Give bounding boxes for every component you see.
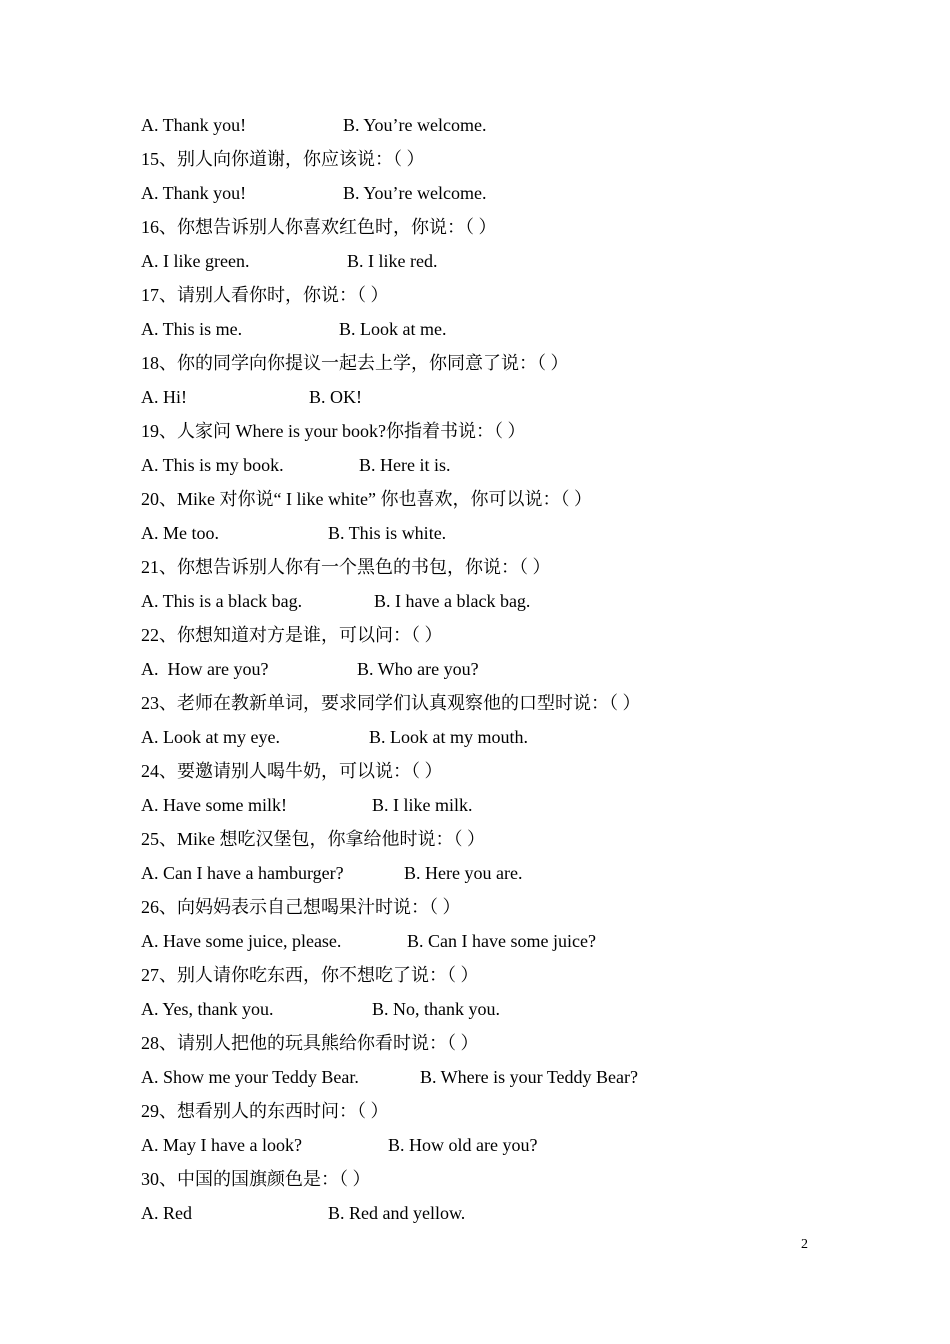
question-line: 21、你想告诉别人你有一个黑色的书包，你说：（ ）: [141, 557, 551, 577]
question-list: [141, 108, 841, 1230]
question-line: 17、请别人看你时，你说：（ ）: [141, 285, 389, 305]
option-line: [141, 788, 841, 822]
option-a: A. Thank you!: [141, 183, 247, 203]
question-line: 29、想看别人的东西时问：（ ）: [141, 1101, 389, 1121]
question-line: 28、请别人把他的玩具熊给你看时说：（ ）: [141, 1033, 479, 1053]
question-line: 16、你想告诉别人你喜欢红色时，你说：（ ）: [141, 217, 497, 237]
question-line: 24、要邀请别人喝牛奶，可以说：（ ）: [141, 761, 443, 781]
option-b: B. Here you are.: [404, 863, 523, 883]
option-a: A. This is me.: [141, 319, 243, 339]
option-b: B. No, thank you.: [372, 999, 500, 1019]
option-line: [141, 1196, 841, 1230]
option-a: A. I like green.: [141, 251, 250, 271]
option-line: [141, 108, 841, 142]
option-line: [141, 176, 841, 210]
option-line: [141, 448, 841, 482]
option-b: B. Look at my mouth.: [369, 727, 528, 747]
option-b: B. You’re welcome.: [343, 183, 487, 203]
question-line: 25、Mike 想吃汉堡包，你拿给他时说：（ ）: [141, 829, 485, 849]
option-line: [141, 312, 841, 346]
option-a: A. This is a black bag.: [141, 591, 303, 611]
question-line: 27、别人请你吃东西，你不想吃了说：（ ）: [141, 965, 479, 985]
option-b: B. I have a black bag.: [374, 591, 531, 611]
question-line: 19、人家问 Where is your book?你指着书说：（ ）: [141, 421, 526, 441]
question-line: 22、你想知道对方是谁，可以问：（ ）: [141, 625, 443, 645]
option-a: A. Yes, thank you.: [141, 999, 274, 1019]
option-b: B. Here it is.: [359, 455, 451, 475]
option-b: B. This is white.: [328, 523, 447, 543]
option-a: A. Have some milk!: [141, 795, 287, 815]
question-line: 20、Mike 对你说“ I like white” 你也喜欢，你可以说：（ ）: [141, 489, 592, 509]
question-line: 23、老师在教新单词，要求同学们认真观察他的口型时说：（ ）: [141, 693, 641, 713]
option-line: [141, 992, 841, 1026]
page-number: 2: [801, 1237, 808, 1252]
option-b: B. You’re welcome.: [343, 115, 487, 135]
option-a: A. Show me your Teddy Bear.: [141, 1067, 359, 1087]
option-a: A. Me too.: [141, 523, 219, 543]
option-b: B. I like red.: [347, 251, 438, 271]
option-line: [141, 1060, 841, 1094]
option-b: B. I like milk.: [372, 795, 473, 815]
option-b: B. OK!: [309, 387, 362, 407]
option-a: A. Hi!: [141, 387, 187, 407]
option-a: A. Can I have a hamburger?: [141, 863, 344, 883]
option-a: A. Red: [141, 1203, 192, 1223]
option-line: [141, 244, 841, 278]
option-line: [141, 720, 841, 754]
option-line: [141, 924, 841, 958]
option-a: A. How are you?: [141, 659, 269, 679]
question-line: 30、中国的国旗颜色是：（ ）: [141, 1169, 371, 1189]
option-b: B. Can I have some juice?: [407, 931, 596, 951]
option-b: B. Red and yellow.: [328, 1203, 466, 1223]
option-line: [141, 856, 841, 890]
option-a: A. Thank you!: [141, 115, 247, 135]
option-b: B. Look at me.: [339, 319, 447, 339]
question-line: 26、向妈妈表示自己想喝果汁时说：（ ）: [141, 897, 461, 917]
option-b: B. Where is your Teddy Bear?: [420, 1067, 639, 1087]
question-line: 18、你的同学向你提议一起去上学，你同意了说：（ ）: [141, 353, 569, 373]
option-a: A. Look at my eye.: [141, 727, 280, 747]
option-a: A. May I have a look?: [141, 1135, 302, 1155]
option-b: B. How old are you?: [388, 1135, 538, 1155]
option-a: A. Have some juice, please.: [141, 931, 342, 951]
option-line: [141, 380, 841, 414]
option-line: [141, 516, 841, 550]
question-line: 15、别人向你道谢，你应该说：（ ）: [141, 149, 425, 169]
option-a: A. This is my book.: [141, 455, 284, 475]
option-line: [141, 584, 841, 618]
option-b: B. Who are you?: [357, 659, 479, 679]
option-line: [141, 652, 841, 686]
option-line: [141, 1128, 841, 1162]
